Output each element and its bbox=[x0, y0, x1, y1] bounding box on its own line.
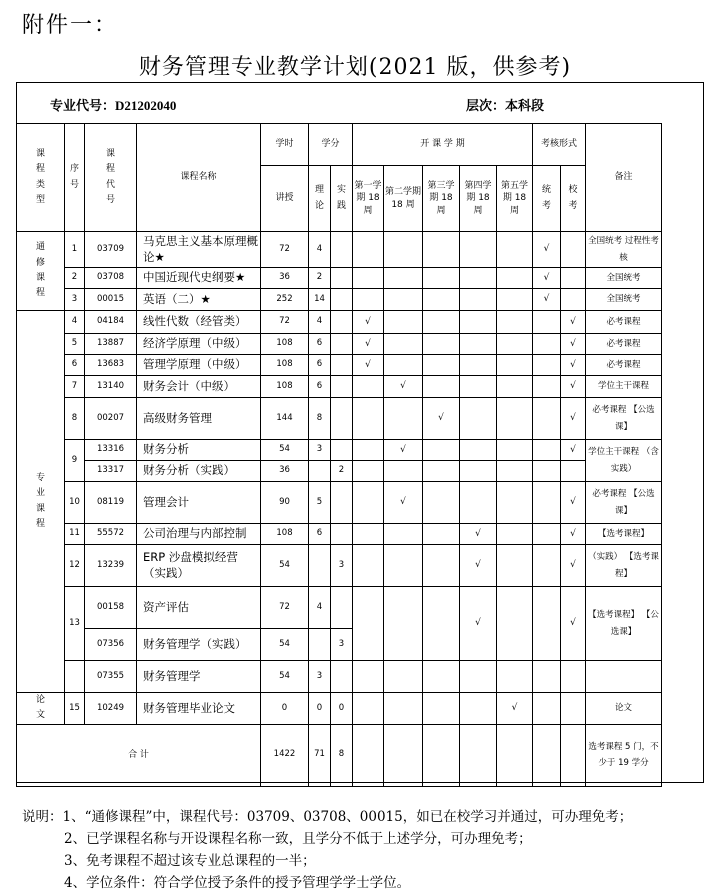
header-code bbox=[85, 124, 137, 232]
course-type-cell bbox=[17, 311, 65, 693]
major-code: 专业代号：D21202040 bbox=[50, 98, 177, 113]
theory-credit-cell: 6 bbox=[309, 376, 331, 398]
course-name-cell: 财务分析 bbox=[137, 440, 261, 461]
semester-4-cell: √ bbox=[460, 545, 497, 587]
remark-cell: （实践） 【选考课程】 bbox=[586, 545, 662, 587]
hours-cell: 36 bbox=[261, 268, 309, 289]
practice-credit-cell bbox=[331, 311, 353, 334]
semester-3-cell bbox=[423, 334, 460, 355]
course-name-cell: 资产评估 bbox=[137, 587, 261, 629]
header-semester-1: 第一学期 18 周 bbox=[353, 166, 384, 232]
school-exam-cell bbox=[561, 461, 586, 482]
unified-exam-cell bbox=[533, 355, 561, 376]
semester-5-cell bbox=[497, 311, 533, 334]
theory-credit-cell: 4 bbox=[309, 587, 331, 629]
semester-2-cell bbox=[384, 545, 423, 587]
remark-cell: 全国统考 bbox=[586, 289, 662, 311]
semester-1-cell bbox=[353, 440, 384, 461]
total-semester-2-cell bbox=[384, 724, 423, 786]
semester-4-cell bbox=[460, 440, 497, 461]
semester-1-cell bbox=[353, 461, 384, 482]
semester-3-cell bbox=[423, 232, 460, 268]
semester-3-cell bbox=[423, 482, 460, 524]
school-exam-cell bbox=[561, 232, 586, 268]
practice-credit-cell: 2 bbox=[331, 461, 353, 482]
semester-3-cell bbox=[423, 545, 460, 587]
course-name-cell: 高级财务管理 bbox=[137, 398, 261, 440]
hours-cell: 72 bbox=[261, 311, 309, 334]
seq-cell: 9 bbox=[65, 440, 85, 482]
semester-5-cell bbox=[497, 376, 533, 398]
semester-1-cell: √ bbox=[353, 311, 384, 334]
header-course-type bbox=[17, 124, 65, 232]
semester-4-cell bbox=[460, 398, 497, 440]
semester-4-cell: √ bbox=[460, 524, 497, 545]
course-name-cell: 财务管理毕业论文 bbox=[137, 693, 261, 725]
remark-cell: 全国统考 过程性考核 bbox=[586, 232, 662, 268]
semester-5-cell bbox=[497, 289, 533, 311]
course-name-cell: 财务管理学 bbox=[137, 661, 261, 693]
semester-4-cell bbox=[460, 268, 497, 289]
semester-5-cell bbox=[497, 355, 533, 376]
table-row bbox=[17, 587, 662, 629]
seq-cell: 6 bbox=[65, 355, 85, 376]
course-name-cell: 管理学原理（中级） bbox=[137, 355, 261, 376]
hours-cell: 252 bbox=[261, 289, 309, 311]
practice-credit-cell: 0 bbox=[331, 693, 353, 725]
course-name-cell: 线性代数（经管类） bbox=[137, 311, 261, 334]
semester-3-cell bbox=[423, 311, 460, 334]
semester-3-cell bbox=[423, 268, 460, 289]
practice-credit-cell bbox=[331, 289, 353, 311]
course-code-cell: 13239 bbox=[85, 545, 137, 587]
semester-2-cell bbox=[384, 232, 423, 268]
total-semester-5-cell bbox=[497, 724, 533, 786]
semester-5-cell bbox=[497, 545, 533, 587]
unified-exam-cell bbox=[533, 545, 561, 587]
semester-4-cell bbox=[460, 334, 497, 355]
seq-cell: 2 bbox=[65, 268, 85, 289]
course-type-label: 专业课程 bbox=[35, 472, 45, 529]
total-hours: 1422 bbox=[261, 724, 309, 786]
school-exam-cell: √ bbox=[561, 524, 586, 545]
header-hours: 学时 bbox=[261, 124, 309, 166]
remark-cell: 必考课程 bbox=[586, 334, 662, 355]
seq-cell: 5 bbox=[65, 334, 85, 355]
semester-5-cell bbox=[497, 398, 533, 440]
remark-cell: 必考课程 bbox=[586, 311, 662, 334]
practice-credit-cell bbox=[331, 232, 353, 268]
practice-credit-cell bbox=[331, 398, 353, 440]
remark-cell: 学位主干课程 （含实践） bbox=[586, 440, 662, 482]
practice-credit-cell bbox=[331, 355, 353, 376]
semester-5-cell bbox=[497, 587, 533, 661]
table-row bbox=[17, 524, 662, 545]
note-1: 说明：1、“通修课程”中，课程代号：03709、03708、00015，如已在校学习并通过，可办理免考； bbox=[22, 809, 633, 825]
semester-2-cell bbox=[384, 289, 423, 311]
semester-4-cell bbox=[460, 376, 497, 398]
table-row bbox=[17, 482, 662, 524]
unified-exam-cell bbox=[533, 482, 561, 524]
theory-credit-cell: 3 bbox=[309, 661, 331, 693]
table-row bbox=[17, 398, 662, 440]
unified-exam-cell: √ bbox=[533, 289, 561, 311]
course-code-cell: 07356 bbox=[85, 629, 137, 661]
school-exam-cell bbox=[561, 289, 586, 311]
semester-2-cell bbox=[384, 355, 423, 376]
hours-cell: 0 bbox=[261, 693, 309, 725]
unified-exam-cell bbox=[533, 311, 561, 334]
hours-cell: 108 bbox=[261, 355, 309, 376]
total-unified-cell bbox=[533, 724, 561, 786]
practice-credit-cell bbox=[331, 587, 353, 629]
seq-cell: 7 bbox=[65, 376, 85, 398]
header-semester-3: 第三学期 18 周 bbox=[423, 166, 460, 232]
note-4: 4、学位条件：符合学位授予条件的授予管理学学士学位。 bbox=[64, 875, 411, 891]
semester-2-cell bbox=[384, 268, 423, 289]
table-row bbox=[17, 461, 662, 482]
hours-cell: 54 bbox=[261, 440, 309, 461]
hours-cell: 72 bbox=[261, 232, 309, 268]
seq-cell bbox=[65, 661, 85, 693]
header-practice bbox=[331, 166, 353, 232]
practice-credit-cell: 3 bbox=[331, 629, 353, 661]
header-code-text: 课程代号 bbox=[105, 148, 115, 205]
remark-cell: 全国统考 bbox=[586, 268, 662, 289]
school-exam-cell: √ bbox=[561, 587, 586, 661]
seq-cell: 12 bbox=[65, 545, 85, 587]
unified-exam-cell bbox=[533, 661, 561, 693]
attachment-label: 附件一： bbox=[22, 13, 119, 38]
practice-credit-cell bbox=[331, 482, 353, 524]
school-exam-cell: √ bbox=[561, 482, 586, 524]
school-exam-cell bbox=[561, 661, 586, 693]
course-code-cell: 07355 bbox=[85, 661, 137, 693]
theory-credit-cell bbox=[309, 545, 331, 587]
theory-credit-cell: 6 bbox=[309, 355, 331, 376]
semester-2-cell bbox=[384, 398, 423, 440]
semester-5-cell bbox=[497, 268, 533, 289]
course-name-cell: 财务管理学（实践） bbox=[137, 629, 261, 661]
school-exam-cell: √ bbox=[561, 398, 586, 440]
header-theory bbox=[309, 166, 331, 232]
theory-credit-cell: 0 bbox=[309, 693, 331, 725]
header-credits: 学分 bbox=[309, 124, 353, 166]
course-type-label: 论文 bbox=[35, 695, 45, 721]
semester-3-cell bbox=[423, 376, 460, 398]
semester-1-cell bbox=[353, 524, 384, 545]
remark-cell: 必考课程 【公选课】 bbox=[586, 482, 662, 524]
course-code-cell: 13317 bbox=[85, 461, 137, 482]
semester-4-cell bbox=[460, 661, 497, 693]
header-remark: 备注 bbox=[586, 124, 662, 232]
table-row bbox=[17, 545, 662, 587]
theory-credit-cell: 8 bbox=[309, 398, 331, 440]
course-code-cell: 00158 bbox=[85, 587, 137, 629]
semester-3-cell bbox=[423, 524, 460, 545]
theory-credit-cell: 4 bbox=[309, 311, 331, 334]
header-school-exam-text: 校考 bbox=[568, 185, 578, 211]
hours-cell: 108 bbox=[261, 524, 309, 545]
school-exam-cell: √ bbox=[561, 334, 586, 355]
school-exam-cell: √ bbox=[561, 440, 586, 461]
table-row bbox=[17, 334, 662, 355]
header-schedule: 开 课 学 期 bbox=[353, 124, 533, 166]
course-code-cell: 00015 bbox=[85, 289, 137, 311]
table-row bbox=[17, 289, 662, 311]
header-school-exam bbox=[561, 166, 586, 232]
theory-credit-cell: 3 bbox=[309, 440, 331, 461]
semester-4-cell bbox=[460, 289, 497, 311]
semester-2-cell bbox=[384, 311, 423, 334]
unified-exam-cell bbox=[533, 693, 561, 725]
header-theory-text: 理论 bbox=[314, 185, 324, 211]
seq-cell: 4 bbox=[65, 311, 85, 334]
practice-credit-cell bbox=[331, 376, 353, 398]
header-unified-exam bbox=[533, 166, 561, 232]
course-name-cell: 财务会计（中级） bbox=[137, 376, 261, 398]
table-row bbox=[17, 268, 662, 289]
semester-4-cell: √ bbox=[460, 587, 497, 661]
total-remark: 选考课程 5 门，不少于 19 学分 bbox=[586, 724, 662, 786]
semester-2-cell: √ bbox=[384, 376, 423, 398]
semester-3-cell bbox=[423, 661, 460, 693]
semester-1-cell bbox=[353, 545, 384, 587]
course-name-cell: 公司治理与内部控制 bbox=[137, 524, 261, 545]
course-type-cell bbox=[17, 693, 65, 725]
semester-2-cell bbox=[384, 524, 423, 545]
table-row bbox=[17, 693, 662, 725]
page-title: 财务管理专业教学计划(2021 版，供参考) bbox=[138, 55, 572, 80]
semester-4-cell bbox=[460, 693, 497, 725]
semester-3-cell bbox=[423, 587, 460, 661]
course-name-cell: 英语（二）★ bbox=[137, 289, 261, 311]
hours-cell: 72 bbox=[261, 587, 309, 629]
semester-5-cell: √ bbox=[497, 693, 533, 725]
course-code-cell: 13316 bbox=[85, 440, 137, 461]
course-code-cell: 13140 bbox=[85, 376, 137, 398]
school-exam-cell bbox=[561, 693, 586, 725]
header-seq-text: 序号 bbox=[69, 164, 79, 190]
header-seq bbox=[65, 124, 85, 232]
semester-1-cell bbox=[353, 587, 384, 661]
education-level: 层次：本科段 bbox=[466, 98, 545, 113]
semester-3-cell bbox=[423, 355, 460, 376]
hours-cell: 90 bbox=[261, 482, 309, 524]
semester-2-cell bbox=[384, 334, 423, 355]
course-type-cell bbox=[17, 232, 65, 311]
remark-cell: 论文 bbox=[586, 693, 662, 725]
header-semester-5: 第五学期 18 周 bbox=[497, 166, 533, 232]
table-row bbox=[17, 232, 662, 268]
total-label: 合 计 bbox=[17, 724, 261, 786]
remark-cell: 必考课程 【公选课】 bbox=[586, 398, 662, 440]
hours-cell: 108 bbox=[261, 334, 309, 355]
total-semester-1-cell bbox=[353, 724, 384, 786]
seq-cell: 15 bbox=[65, 693, 85, 725]
theory-credit-cell: 4 bbox=[309, 232, 331, 268]
semester-5-cell bbox=[497, 482, 533, 524]
seq-cell: 10 bbox=[65, 482, 85, 524]
total-row bbox=[17, 724, 662, 786]
course-name-cell: 中国近现代史纲要★ bbox=[137, 268, 261, 289]
semester-4-cell bbox=[460, 311, 497, 334]
table-row bbox=[17, 355, 662, 376]
semester-2-cell bbox=[384, 693, 423, 725]
header-practice-text: 实践 bbox=[336, 185, 346, 211]
semester-3-cell bbox=[423, 461, 460, 482]
course-name-cell: 马克思主义基本原理概论★ bbox=[137, 232, 261, 268]
header-course-name: 课程名称 bbox=[137, 124, 261, 232]
table-row bbox=[17, 440, 662, 461]
course-name-cell: 财务分析（实践） bbox=[137, 461, 261, 482]
unified-exam-cell bbox=[533, 587, 561, 661]
total-school-cell bbox=[561, 724, 586, 786]
course-code-cell: 13887 bbox=[85, 334, 137, 355]
unified-exam-cell bbox=[533, 334, 561, 355]
theory-credit-cell: 6 bbox=[309, 524, 331, 545]
header-course-type-text: 课程类型 bbox=[35, 148, 45, 205]
hours-cell: 108 bbox=[261, 376, 309, 398]
seq-cell: 11 bbox=[65, 524, 85, 545]
practice-credit-cell bbox=[331, 268, 353, 289]
semester-5-cell bbox=[497, 524, 533, 545]
course-code-cell: 13683 bbox=[85, 355, 137, 376]
semester-5-cell bbox=[497, 440, 533, 461]
semester-3-cell: √ bbox=[423, 398, 460, 440]
semester-1-cell bbox=[353, 398, 384, 440]
note-3: 3、免考课程不超过该专业总课程的一半； bbox=[64, 853, 316, 869]
course-name-cell: 经济学原理（中级） bbox=[137, 334, 261, 355]
unified-exam-cell bbox=[533, 524, 561, 545]
semester-2-cell bbox=[384, 461, 423, 482]
semester-2-cell bbox=[384, 587, 423, 661]
semester-1-cell bbox=[353, 268, 384, 289]
header-semester-2: 第二学期 18 周 bbox=[384, 166, 423, 232]
seq-cell: 1 bbox=[65, 232, 85, 268]
total-practice-credits: 8 bbox=[331, 724, 353, 786]
hours-cell: 54 bbox=[261, 545, 309, 587]
table-row bbox=[17, 311, 662, 334]
course-code-cell: 03708 bbox=[85, 268, 137, 289]
school-exam-cell: √ bbox=[561, 376, 586, 398]
theory-credit-cell: 14 bbox=[309, 289, 331, 311]
practice-credit-cell bbox=[331, 334, 353, 355]
semester-1-cell bbox=[353, 661, 384, 693]
course-code-cell: 03709 bbox=[85, 232, 137, 268]
hours-cell: 54 bbox=[261, 629, 309, 661]
note-2: 2、已学课程名称与开设课程名称一致，且学分不低于上述学分，可办理免考； bbox=[64, 831, 532, 847]
theory-credit-cell: 6 bbox=[309, 334, 331, 355]
semester-3-cell bbox=[423, 289, 460, 311]
total-theory-credits: 71 bbox=[309, 724, 331, 786]
teaching-plan-table bbox=[16, 123, 662, 787]
semester-4-cell bbox=[460, 232, 497, 268]
semester-1-cell: √ bbox=[353, 355, 384, 376]
semester-4-cell bbox=[460, 355, 497, 376]
semester-5-cell bbox=[497, 461, 533, 482]
semester-5-cell bbox=[497, 661, 533, 693]
semester-3-cell bbox=[423, 693, 460, 725]
semester-1-cell bbox=[353, 232, 384, 268]
course-code-cell: 04184 bbox=[85, 311, 137, 334]
total-semester-4-cell bbox=[460, 724, 497, 786]
semester-5-cell bbox=[497, 334, 533, 355]
theory-credit-cell: 5 bbox=[309, 482, 331, 524]
header-semester-4: 第四学期 18 周 bbox=[460, 166, 497, 232]
hours-cell: 54 bbox=[261, 661, 309, 693]
semester-1-cell bbox=[353, 482, 384, 524]
unified-exam-cell: √ bbox=[533, 232, 561, 268]
school-exam-cell bbox=[561, 268, 586, 289]
seq-cell: 3 bbox=[65, 289, 85, 311]
practice-credit-cell: 3 bbox=[331, 545, 353, 587]
unified-exam-cell bbox=[533, 440, 561, 461]
hours-cell: 144 bbox=[261, 398, 309, 440]
semester-4-cell bbox=[460, 461, 497, 482]
course-name-cell: 管理会计 bbox=[137, 482, 261, 524]
practice-credit-cell bbox=[331, 524, 353, 545]
semester-5-cell bbox=[497, 232, 533, 268]
semester-2-cell bbox=[384, 661, 423, 693]
course-code-cell: 10249 bbox=[85, 693, 137, 725]
notes bbox=[22, 806, 632, 894]
remark-cell: 【选考课程】 bbox=[586, 524, 662, 545]
semester-1-cell bbox=[353, 289, 384, 311]
hours-cell: 36 bbox=[261, 461, 309, 482]
unified-exam-cell: √ bbox=[533, 268, 561, 289]
header-lecture: 讲授 bbox=[261, 166, 309, 232]
header-unified-exam-text: 统考 bbox=[541, 185, 551, 211]
course-type-label: 通修课程 bbox=[35, 242, 45, 299]
remark-cell: 学位主干课程 bbox=[586, 376, 662, 398]
remark-cell: 必考课程 bbox=[586, 355, 662, 376]
course-name-cell: ERP 沙盘模拟经营（实践） bbox=[137, 545, 261, 587]
unified-exam-cell bbox=[533, 376, 561, 398]
theory-credit-cell bbox=[309, 629, 331, 661]
school-exam-cell: √ bbox=[561, 311, 586, 334]
theory-credit-cell bbox=[309, 461, 331, 482]
header-exam-form: 考核形式 bbox=[533, 124, 586, 166]
semester-1-cell bbox=[353, 376, 384, 398]
remark-cell bbox=[586, 661, 662, 693]
semester-1-cell bbox=[353, 693, 384, 725]
total-semester-3-cell bbox=[423, 724, 460, 786]
unified-exam-cell bbox=[533, 461, 561, 482]
semester-3-cell bbox=[423, 440, 460, 461]
semester-2-cell: √ bbox=[384, 482, 423, 524]
semester-2-cell: √ bbox=[384, 440, 423, 461]
course-code-cell: 08119 bbox=[85, 482, 137, 524]
table-row bbox=[17, 661, 662, 693]
school-exam-cell: √ bbox=[561, 355, 586, 376]
semester-4-cell bbox=[460, 482, 497, 524]
school-exam-cell: √ bbox=[561, 545, 586, 587]
unified-exam-cell bbox=[533, 398, 561, 440]
remark-cell: 【选考课程】 【公选课】 bbox=[586, 587, 662, 661]
theory-credit-cell: 2 bbox=[309, 268, 331, 289]
table-row bbox=[17, 376, 662, 398]
semester-1-cell: √ bbox=[353, 334, 384, 355]
practice-credit-cell bbox=[331, 661, 353, 693]
seq-cell: 8 bbox=[65, 398, 85, 440]
course-code-cell: 55572 bbox=[85, 524, 137, 545]
practice-credit-cell bbox=[331, 440, 353, 461]
course-code-cell: 00207 bbox=[85, 398, 137, 440]
seq-cell: 13 bbox=[65, 587, 85, 661]
